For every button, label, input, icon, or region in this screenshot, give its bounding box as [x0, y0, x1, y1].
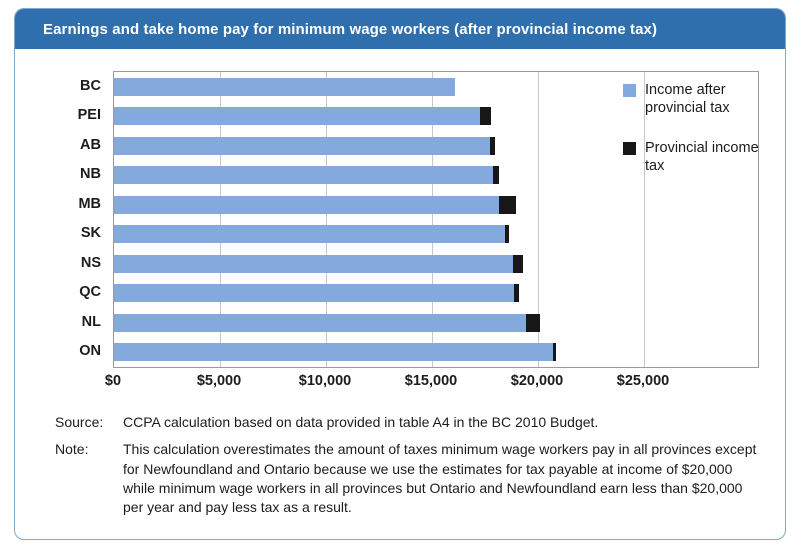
- bar-segment-income-after-tax: [114, 137, 490, 155]
- chart-notes: [55, 413, 761, 526]
- bar-segment-income-after-tax: [114, 196, 499, 214]
- y-axis-tick-label: NL: [81, 313, 101, 330]
- bar-row: [114, 343, 758, 361]
- legend-provincial-tax: [623, 139, 763, 175]
- y-axis-tick-label: QC: [79, 284, 101, 301]
- legend-label: Income after provincial tax: [645, 82, 730, 117]
- note-label: Source:: [55, 414, 104, 430]
- chart-legend: [623, 81, 763, 198]
- page-title: Earnings and take home pay for minimum wage workers (after provincial income tax): [43, 20, 658, 38]
- y-axis-tick-label: SK: [80, 225, 101, 242]
- note-text: This calculation overestimates the amount of taxes minimum wage workers pay in all provinces except for Newfoundland and Ontario because we use the estimates for tax payable at income of $20,000 while minimum wage workers in all provinces but Ontario and Newfoundland earn less than $20,000 per year and pay less tax as a result.: [123, 441, 757, 516]
- bar-segment-provincial-tax: [490, 137, 494, 155]
- x-axis-labels: [104, 373, 759, 397]
- bar-segment-income-after-tax: [114, 225, 505, 243]
- bar-segment-provincial-tax: [505, 225, 509, 243]
- y-axis-tick-label: NS: [80, 254, 101, 271]
- bar-row: [114, 196, 758, 214]
- x-axis-tick-label: $10,000: [298, 373, 352, 389]
- bar-segment-provincial-tax: [526, 314, 540, 332]
- y-axis-tick-label: NB: [80, 166, 101, 183]
- y-axis-tick-label: ON: [79, 343, 101, 360]
- bar-segment-income-after-tax: [114, 284, 514, 302]
- bar-segment-provincial-tax: [513, 255, 524, 273]
- bar-segment-provincial-tax: [553, 343, 556, 361]
- legend-swatch-icon: [623, 142, 636, 155]
- x-axis-tick-label: $20,000: [510, 373, 564, 389]
- bar-segment-income-after-tax: [114, 166, 493, 184]
- bar-segment-provincial-tax: [514, 284, 519, 302]
- legend-swatch-icon: [623, 84, 636, 97]
- x-axis-tick-label: $15,000: [404, 373, 458, 389]
- bar-row: [114, 225, 758, 243]
- x-axis-tick-label: $0: [104, 373, 122, 389]
- bar-row: [114, 255, 758, 273]
- bar-segment-provincial-tax: [493, 166, 498, 184]
- bar-segment-provincial-tax: [480, 107, 492, 125]
- note-label: Note:: [55, 441, 89, 458]
- x-axis-tick-label: $25,000: [616, 373, 670, 389]
- note-row: [55, 440, 761, 517]
- bar-segment-income-after-tax: [114, 343, 553, 361]
- bar-segment-income-after-tax: [114, 255, 513, 273]
- y-axis-tick-label: PEI: [77, 107, 101, 124]
- bar-segment-income-after-tax: [114, 78, 455, 96]
- legend-income-after-tax: [623, 81, 763, 117]
- bar-row: [114, 314, 758, 332]
- y-axis-tick-label: MB: [78, 195, 101, 212]
- y-axis-tick-label: BC: [80, 77, 101, 94]
- legend-label: Provincial income tax: [645, 140, 759, 175]
- note-row: [55, 413, 761, 432]
- bar-segment-income-after-tax: [114, 107, 480, 125]
- chart-figure: [14, 8, 786, 540]
- bar-row: [114, 284, 758, 302]
- bar-segment-income-after-tax: [114, 314, 526, 332]
- chart-title-bar: [15, 9, 785, 49]
- y-axis-tick-label: AB: [80, 136, 101, 153]
- x-axis-tick-label: $5,000: [196, 373, 242, 389]
- y-axis-labels: [37, 71, 107, 368]
- bar-segment-provincial-tax: [499, 196, 516, 214]
- note-text: CCPA calculation based on data provided in table A4 in the BC 2010 Budget.: [123, 414, 599, 430]
